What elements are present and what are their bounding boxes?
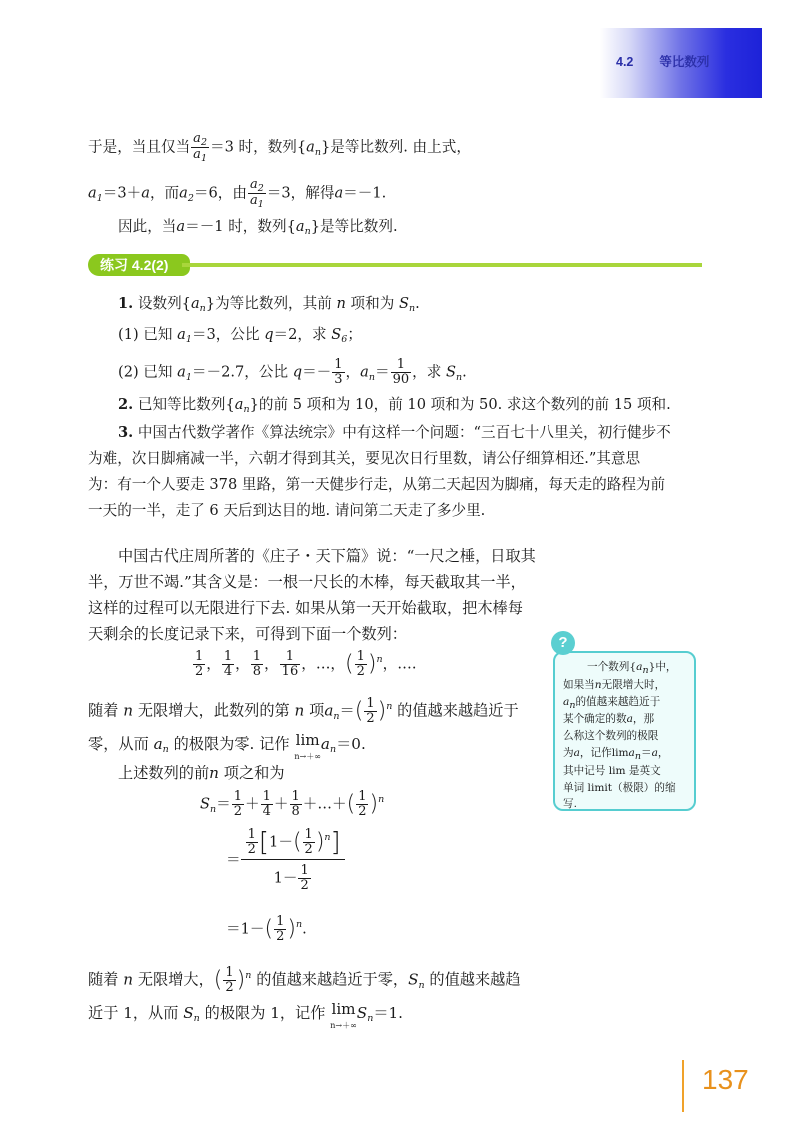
- body-p1-line3: 这样的过程可以无限进行下去. 如果从第一天开始截取，把木棒每: [88, 599, 523, 617]
- fraction-a2-over-a1-2: $\frac{a_2}{a_1}$: [249, 177, 264, 210]
- section-number: 4.2: [616, 55, 634, 69]
- fraction-one-third: $\frac{1}{3}$: [334, 357, 343, 387]
- margin-note: 一个数列{an}中， 如果当n无限增大时， an的值越来越趋近于 某个确定的数a，那 么称这个数列的极限 为a，记作liman＝a， 其中记号 lim 是英文 单词 limit（极限）的缩 写.: [553, 651, 696, 811]
- section-title: 等比数列: [659, 55, 710, 69]
- body-p6: 近于 1，从而 Sn 的极限为 1，记作 lim n→＋∞Sn＝1.: [88, 1000, 404, 1030]
- exercise-q3-line3: 为：有一个人要走 378 里路，第一天健步行走，从第二天起因为脚痛，每天走的路程为前: [88, 476, 666, 493]
- exercise-tag: 练习 4.2(2): [88, 254, 182, 276]
- exercise-q3-line2: 为难，次日脚痛减一半，六朝才得到其关，要见次日行里数，请公仔细算相还.”其意思: [88, 450, 641, 467]
- exercise-q3-line1: 3. 中国古代数学著作《算法统宗》中有这样一个问题：“三百七十八里关，初行健步不: [118, 424, 671, 441]
- exercise-rule: [182, 263, 702, 267]
- frac-1-8: $\frac{1}{8}$: [252, 649, 262, 679]
- frac-1-16: $\frac{1}{16}$: [281, 649, 299, 679]
- body-p1-line1: 中国古代庄周所著的《庄子・天下篇》说：“一尺之棰，日取其: [118, 547, 536, 565]
- sum-line-2: ＝ $\frac{1}{2}$ [1－( $\frac{1}{2}$ )$^n$] 1－ $\frac{1}{2}$: [226, 828, 345, 893]
- body-p5: 随着 n 无限增大，( $\frac{1}{2}$ )$^n$ 的值越来越趋近于零，Sn 的值越来越趋: [88, 965, 521, 995]
- question-icon: ?: [551, 631, 575, 655]
- exercise-q3-line4: 一天的一半，走了 6 天后到达目的地. 请问第二天走了多少里.: [88, 502, 486, 519]
- page-number: 137: [702, 1064, 749, 1095]
- sum-line-3: ＝1－( $\frac{1}{2}$ )$^n$.: [226, 914, 307, 944]
- exercise-q1-part2: (2) 已知 $a_1=-2.7$，公比 q＝－ $\frac{1}{3}$ ，$a_n=$ $\frac{1}{90}$ ，求 $S_n$.: [118, 357, 467, 387]
- sum-line-1: $S_n=$ $\frac{1}{2}$ ＋ $\frac{1}{4}$ ＋ $\frac{1}{8}$ ＋…＋( $\frac{1}{2}$ )$^n$: [200, 789, 385, 819]
- body-p1-line4: 天剩余的长度记录下来，可得到下面一个数列：: [88, 625, 407, 643]
- frac-1-2: $\frac{1}{2}$: [195, 649, 204, 679]
- sequence-display: $\frac{1}{2}$ ， $\frac{1}{4}$ ， $\frac{1}{8}$ ， $\frac{1}{16}$ ，…，( $\frac{1}{2}$ )$^n$，….: [195, 649, 417, 679]
- sum-big-fraction: $\frac{1}{2}$ [1－( $\frac{1}{2}$ )$^n$] 1－ $\frac{1}{2}$: [241, 828, 345, 893]
- fraction-one-ninetieth: $\frac{1}{90}$: [392, 357, 410, 387]
- frac-1-4: $\frac{1}{4}$: [223, 649, 233, 679]
- body-p4: 上述数列的前n 项之和为: [118, 764, 285, 782]
- intro-line-1: 于是，当且仅当 $\frac{a_2}{a_1}$ ＝3 时，数列$\{a_n\}$是等比数列. 由上式，: [88, 131, 471, 164]
- intro-line-2: $a_1=3+a$，而$a_2=6$，由 $\frac{a_2}{a_1}$ ＝3，解得a＝－1.: [88, 177, 387, 210]
- running-header: [616, 52, 735, 70]
- exercise-q1-part1: (1) 已知 $a_1=3$，公比 q＝2，求 $S_6$；: [118, 326, 362, 345]
- body-p3: 零，从而 an 的极限为零. 记作 lim n→＋∞an＝0.: [88, 731, 366, 761]
- body-p2: 随着 n 无限增大，此数列的第 n 项an＝( $\frac{1}{2}$ )$^n$ 的值越来越趋近于: [88, 696, 519, 726]
- exercise-q1: 1. 设数列$\{a_n\}$为等比数列，其前 n 项和为 $S_n$.: [118, 295, 420, 314]
- page-number-rule: [682, 1060, 684, 1112]
- fraction-a2-over-a1: $\frac{a_2}{a_1}$: [193, 131, 207, 164]
- intro-line-3: 因此，当a＝－1 时，数列$\{a_n\}$是等比数列.: [118, 218, 398, 237]
- exercise-q2: 2. 已知等比数列$\{a_n\}$的前 5 项和为 10，前 10 项和为 50. 求这个数列的前 15 项和.: [118, 396, 671, 415]
- body-p1-line2: 半，万世不竭.”其含义是：一根一尺长的木棒，每天截取其一半，: [88, 573, 526, 591]
